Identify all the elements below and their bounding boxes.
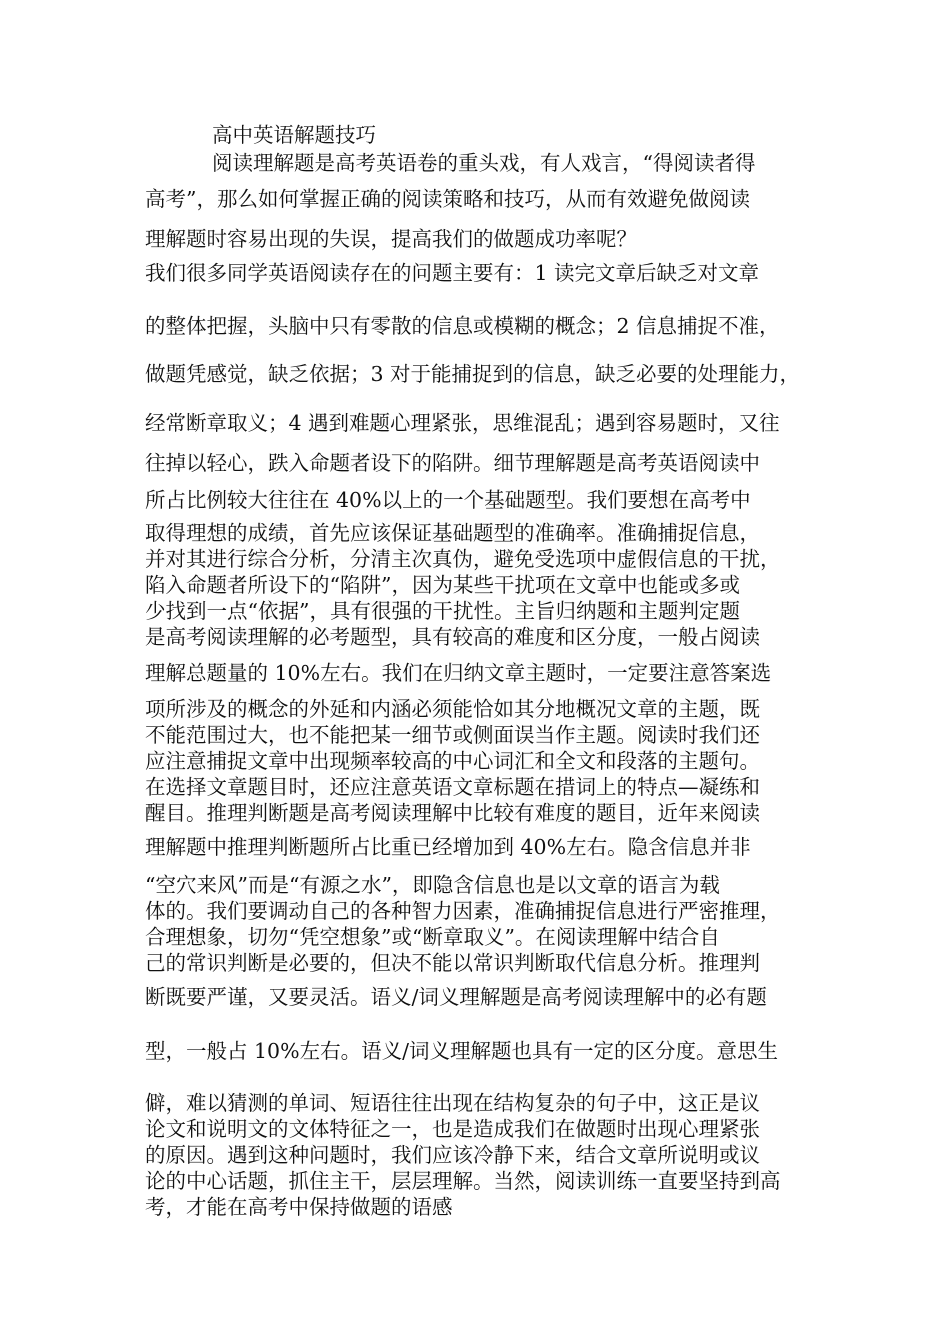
text-line: 往掉以轻心，跌入命题者设下的陷阱。细节理解题是高考英语阅读中 <box>145 451 760 475</box>
text-line: 僻，难以猜测的单词、短语往往出现在结构复杂的句子中，这正是议 <box>145 1091 760 1115</box>
text-line: “空穴来风”而是“有源之水”，即隐含信息也是以文章的语言为载 <box>145 873 720 897</box>
text-line: 合理想象，切勿“凭空想象”或“断章取义”。在阅读理解中结合自 <box>145 925 720 949</box>
text-line: 醒目。推理判断题是高考阅读理解中比较有难度的题目，近年来阅读 <box>145 801 760 825</box>
text-line: 项所涉及的概念的外延和内涵必须能恰如其分地概况文章的主题，既 <box>145 697 760 721</box>
text-line: 应注意捕捉文章中出现频率较高的中心词汇和全文和段落的主题句。 <box>145 749 760 773</box>
text-line: 论文和说明文的文体特征之一，也是造成我们在做题时出现心理紧张 <box>145 1117 760 1141</box>
document-title: 高中英语解题技巧 <box>212 123 376 147</box>
text-line: 取得理想的成绩，首先应该保证基础题型的准确率。准确捕捉信息， <box>145 521 760 545</box>
text-line: 考，才能在高考中保持做题的语感 <box>145 1195 453 1219</box>
text-line: 陷入命题者所设下的“陷阱”，因为某些干扰项在文章中也能或多或 <box>145 573 740 597</box>
text-line: 并对其进行综合分析，分清主次真伪，避免受选项中虚假信息的干扰， <box>145 547 781 571</box>
text-line: 高考”，那么如何掌握正确的阅读策略和技巧，从而有效避免做阅读 <box>145 187 750 211</box>
text-line: 是高考阅读理解的必考题型，具有较高的难度和区分度，一般占阅读 <box>145 625 760 649</box>
text-line: 论的中心话题，抓住主干，层层理解。当然，阅读训练一直要坚持到高 <box>145 1169 781 1193</box>
text-line: 不能范围过大，也不能把某一细节或侧面误当作主题。阅读时我们还 <box>145 723 760 747</box>
text-line: 少找到一点“依据”，具有很强的干扰性。主旨归纳题和主题判定题 <box>145 599 740 623</box>
text-line: 的整体把握，头脑中只有零散的信息或模糊的概念；2 信息捕捉不准， <box>145 314 780 338</box>
text-line: 在选择文章题目时，还应注意英语文章标题在措词上的特点—凝练和 <box>145 775 760 799</box>
text-line: 所占比例较大往往在 40%以上的一个基础题型。我们要想在高考中 <box>145 488 751 512</box>
text-line: 做题凭感觉，缺乏依据；3 对于能捕捉到的信息，缺乏必要的处理能力， <box>145 362 801 386</box>
text-line: 阅读理解题是高考英语卷的重头戏，有人戏言，“得阅读者得 <box>212 151 756 175</box>
text-line: 断既要严谨，又要灵活。语义/词义理解题是高考阅读理解中的必有题 <box>145 985 767 1009</box>
text-line: 体的。我们要调动自己的各种智力因素，准确捕捉信息进行严密推理， <box>145 899 781 923</box>
text-line: 理解总题量的 10%左右。我们在归纳文章主题时，一定要注意答案选 <box>145 661 772 685</box>
text-line: 的原因。遇到这种问题时，我们应该冷静下来，结合文章所说明或议 <box>145 1143 760 1167</box>
text-line: 型，一般占 10%左右。语义/词义理解题也具有一定的区分度。意思生 <box>145 1039 778 1063</box>
text-line: 理解题时容易出现的失误，提高我们的做题成功率呢？ <box>145 227 637 251</box>
text-line: 己的常识判断是必要的，但决不能以常识判断取代信息分析。推理判 <box>145 951 760 975</box>
text-line: 经常断章取义；4 遇到难题心理紧张，思维混乱；遇到容易题时，又往 <box>145 411 780 435</box>
text-line: 理解题中推理判断题所占比重已经增加到 40%左右。隐含信息并非 <box>145 835 751 859</box>
text-line: 我们很多同学英语阅读存在的问题主要有：1 读完文章后缺乏对文章 <box>145 261 760 285</box>
